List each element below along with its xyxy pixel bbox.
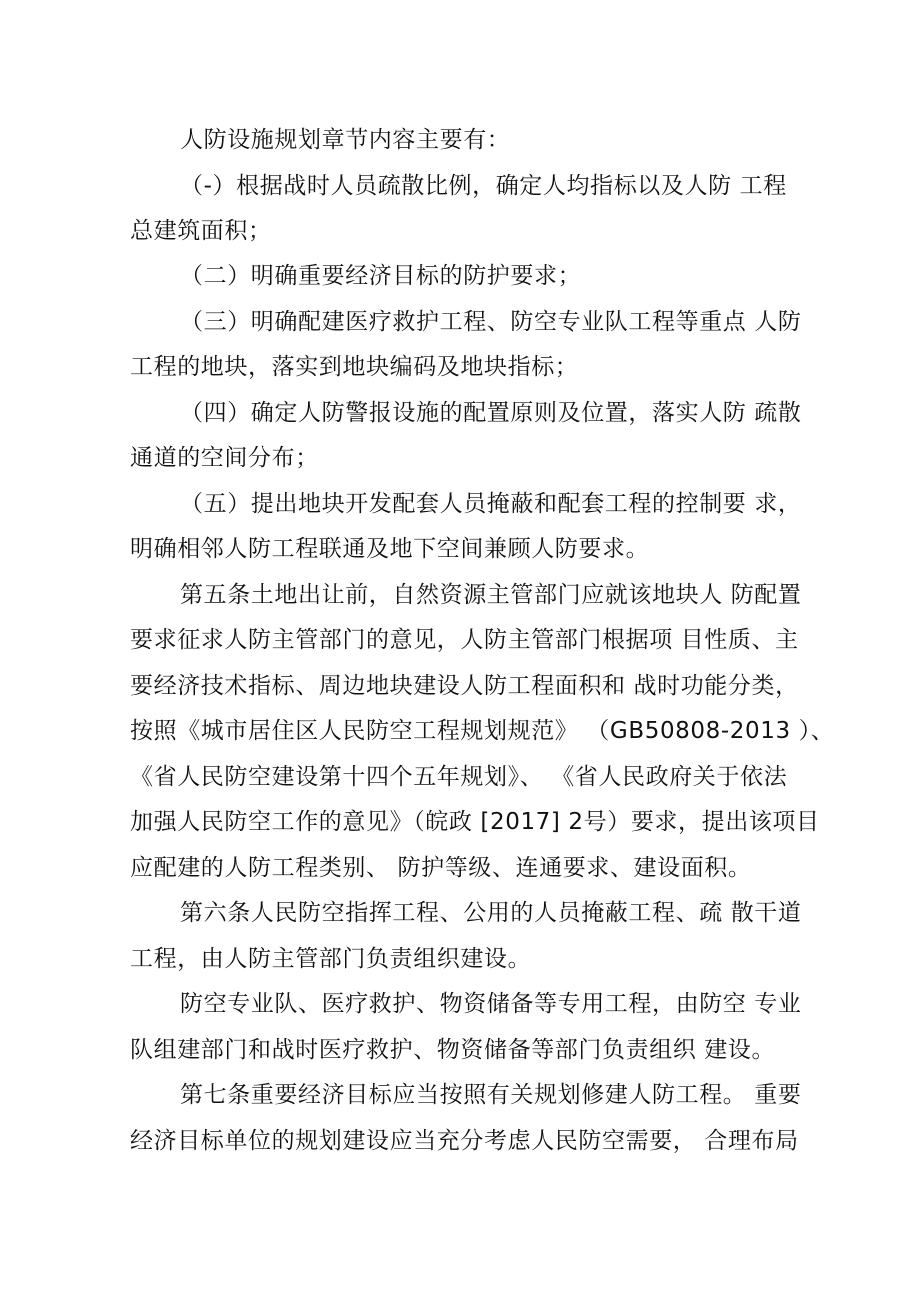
- article-5-line-5: 《省人民防空建设第十四个五年规划》、 《省人民政府关于依法: [130, 764, 788, 790]
- article-5-line-4: 按照《城市居住区人民防空工程规划规范》 （GB50808-2013 ）、: [130, 718, 835, 744]
- article-5-line-7: 应配建的人防工程类别、 防护等级、连通要求、建设面积。: [130, 855, 752, 881]
- item-5-line-2: 明确相邻人防工程联通及地下空间兼顾人防要求。: [130, 536, 650, 562]
- item-4-line-1: （四）确定人防警报设施的配置原则及位置，落实人防 疏散: [180, 400, 802, 426]
- article-5-line-3: 要经济技术指标、周边地块建设人防工程面积和 战时功能分类，: [130, 673, 799, 699]
- article-7-line-2: 经济目标单位的规划建设应当充分考虑人民防空需要， 合理布局: [130, 1128, 799, 1154]
- article-5-line-6: 加强人民防空工作的意见》（皖政 [2017] 2号）要求，提出该项目: [130, 809, 820, 835]
- item-2-line-1: （二）明确重要经济目标的防护要求；: [180, 263, 582, 289]
- item-1-line-1: （-）根据战时人员疏散比例，确定人均指标以及人防 工程: [180, 173, 787, 199]
- section-intro: 人防设施规划章节内容主要有：: [180, 127, 511, 153]
- item-4-line-2: 通道的空间分布；: [130, 445, 319, 471]
- article-6-line-1: 第六条人民防空指挥工程、公用的人员掩蔽工程、疏 散干道: [180, 900, 802, 926]
- item-3-line-2: 工程的地块，落实到地块编码及地块指标；: [130, 354, 579, 380]
- item-1-line-2: 总建筑面积；: [130, 218, 272, 244]
- item-3-line-1: （三）明确配建医疗救护工程、防空专业队工程等重点 人防: [180, 309, 802, 335]
- article-6-para-2-line-1: 防空专业队、医疗救护、物资储备等专用工程，由防空 专业: [180, 991, 802, 1017]
- article-6-line-2: 工程，由人防主管部门负责组织建设。: [130, 946, 532, 972]
- article-6-para-2-line-2: 队组建部门和战时医疗救护、物资储备等部门负责组织 建设。: [130, 1037, 776, 1063]
- article-5-line-2: 要求征求人防主管部门的意见，人防主管部门根据项 目性质、主: [130, 627, 799, 653]
- item-5-line-1: （五）提出地块开发配套人员掩蔽和配套工程的控制要 求，: [180, 491, 802, 517]
- article-5-line-1: 第五条土地出让前，自然资源主管部门应就该地块人 防配置: [180, 582, 802, 608]
- article-7-line-1: 第七条重要经济目标应当按照有关规划修建人防工程。 重要: [180, 1082, 802, 1108]
